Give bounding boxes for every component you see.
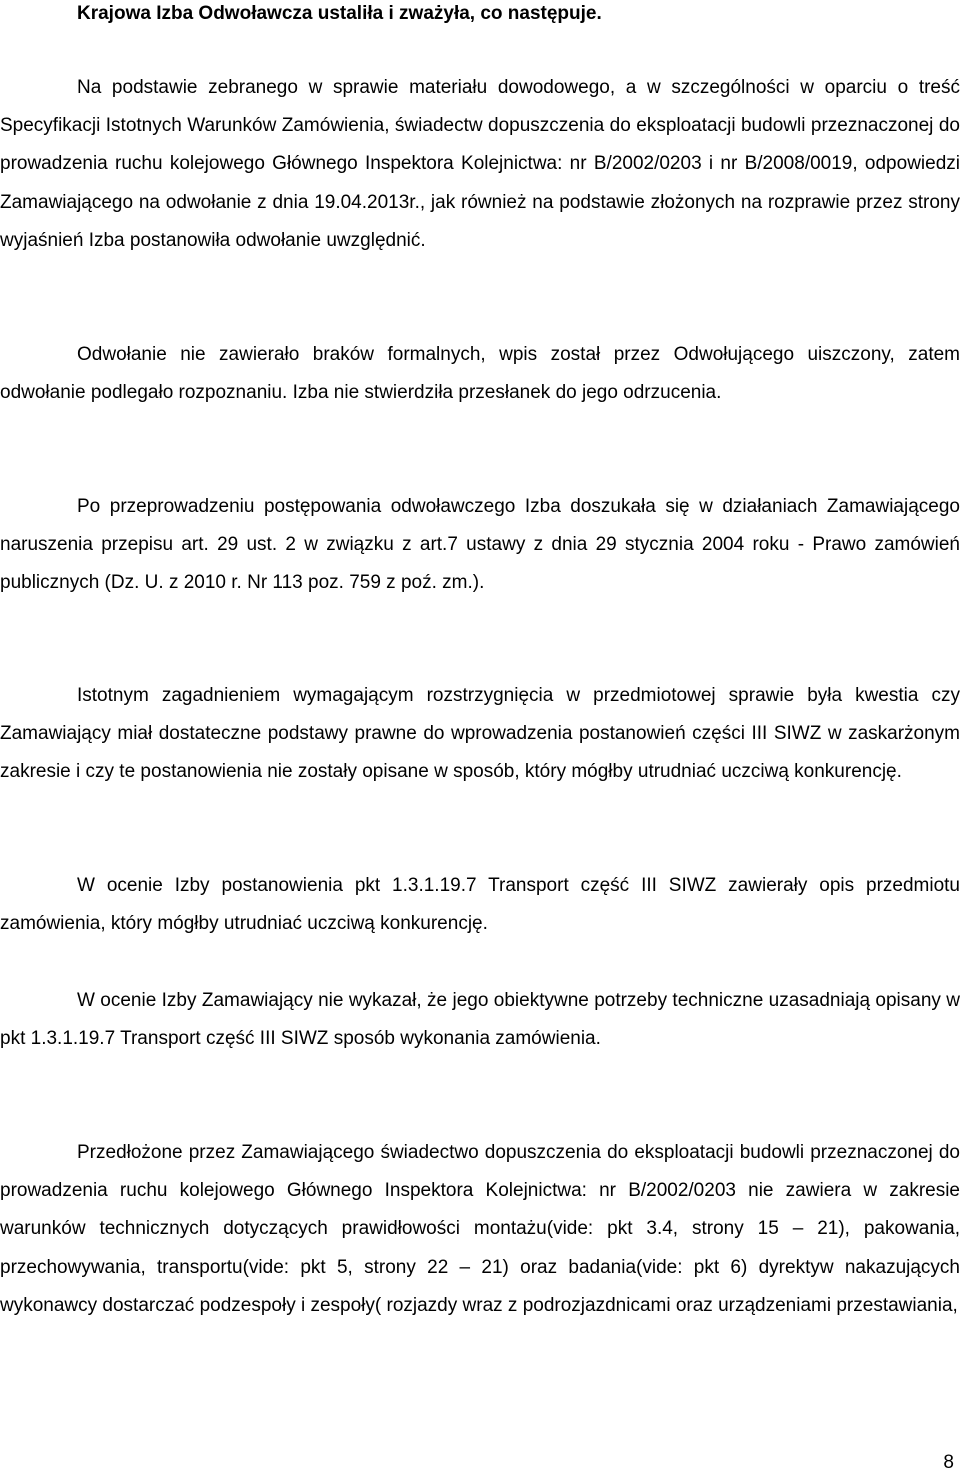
paragraph-evidence-basis: Na podstawie zebranego w sprawie materiału dowodowego, a w szczególności w oparciu o treść Specyfikacji Istotnych Warunków Zamówienia, świadectw dopuszczenia do eksploatacji budowli przeznaczonej do prowadzenia ruchu kolejowego Głównego Inspektora Kolejnictwa: nr B/2002/0203 i nr B/2008/0019, odpowiedzi Zamawiającego na odwołanie z dnia 19.04.2013r., jak również na podstawie złożonych na rozprawie przez strony wyjaśnień Izba postanowiła odwołanie uwzględnić. (0, 77, 960, 251)
section-heading: Krajowa Izba Odwoławcza ustaliła i zważyła, co następuje. (77, 3, 602, 24)
paragraph-technical-needs: W ocenie Izby Zamawiający nie wykazał, że jego obiektywne potrzeby techniczne uzasadniają opisany w pkt 1.3.1.19.7 Transport część III SIWZ sposób wykonania zamówienia. (0, 990, 960, 1050)
paragraph-formal-requirements: Odwołanie nie zawierało braków formalnych, wpis został przez Odwołującego uiszczony, zatem odwołanie podlegało rozpoznaniu. Izba nie stwierdziła przesłanek do jego odrzucenia. (0, 344, 960, 404)
page-number: 8 (943, 1452, 954, 1473)
paragraph-violation-finding: Po przeprowadzeniu postępowania odwoławczego Izba doszukała się w działaniach Zamawiającego naruszenia przepisu art. 29 ust. 2 w związku z art.7 ustawy z dnia 29 stycznia 2004 roku - Prawo zamówień publicznych (Dz. U. z 2010 r. Nr 113 poz. 759 z poź. zm.). (0, 496, 960, 594)
paragraph-certificate-analysis: Przedłożone przez Zamawiającego świadectwo dopuszczenia do eksploatacji budowli przeznaczonej do prowadzenia ruchu kolejowego Głównego Inspektora Kolejnictwa: nr B/2002/0203 nie zawiera w zakresie warunków technicznych dotyczących prawidłowości montażu(vide: pkt 3.4, strony 15 – 21), pakowania, przechowywania, transportu(vide: pkt 5, strony 22 – 21) oraz badania(vide: pkt 6) dyrektyw nakazujących wykonawcy dostarczać podzespoły i zespoły( rozjazdy wraz z podrozjazdnicami oraz urządzeniami przestawiania, (0, 1142, 960, 1316)
paragraph-transport-provision: W ocenie Izby postanowienia pkt 1.3.1.19.7 Transport część III SIWZ zawierały opis przedmiotu zamówienia, który mógłby utrudniać uczciwą konkurencję. (0, 875, 960, 935)
paragraph-key-issue: Istotnym zagadnieniem wymagającym rozstrzygnięcia w przedmiotowej sprawie była kwestia czy Zamawiający miał dostateczne podstawy prawne do wprowadzenia postanowień części III SIWZ w zaskarżonym zakresie i czy te postanowienia nie zostały opisane w sposób, który mógłby utrudniać uczciwą konkurencję. (0, 685, 960, 783)
